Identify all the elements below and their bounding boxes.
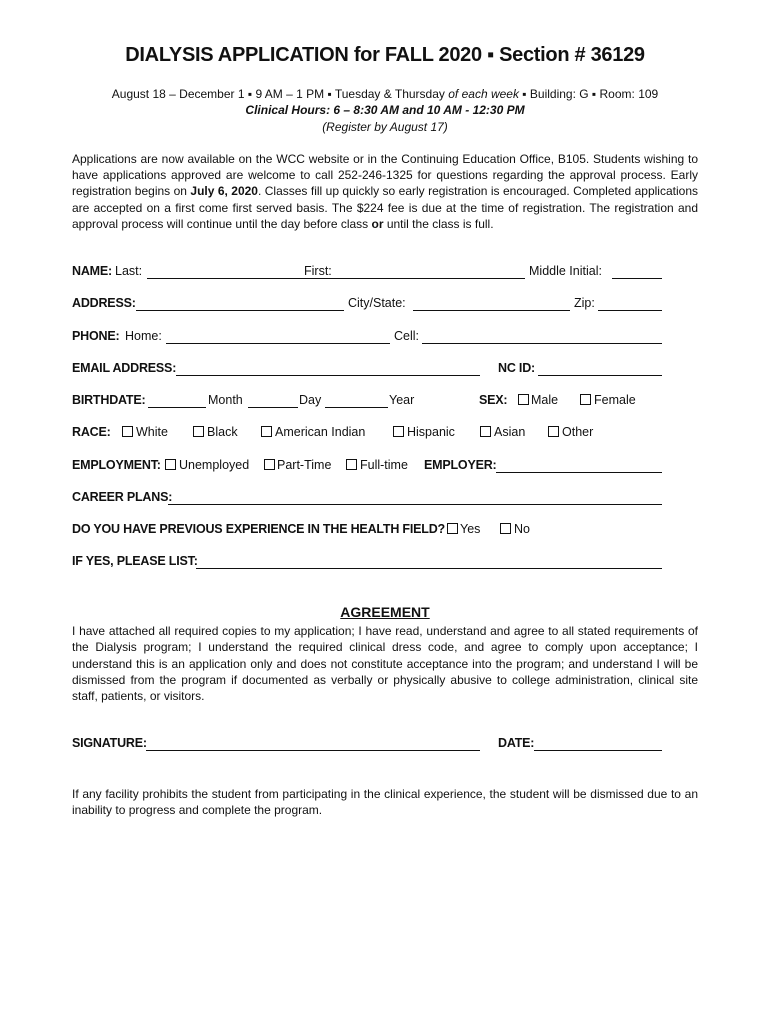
phone-row (72, 329, 662, 347)
employment-row (72, 458, 662, 476)
day-label: Day (299, 393, 322, 407)
intro-or: or (371, 216, 384, 231)
name-row (72, 264, 662, 282)
race-black-label: Black (207, 425, 238, 439)
first-name-field[interactable] (334, 278, 525, 279)
signature-label: SIGNATURE: (72, 736, 147, 750)
race-asian-label: Asian (494, 425, 526, 439)
female-checkbox[interactable] (580, 394, 591, 405)
page-title: DIALYSIS APPLICATION for FALL 2020 ▪ Section # 36129 (125, 44, 645, 66)
race-black-checkbox[interactable] (193, 426, 204, 437)
experience-no-label: No (514, 522, 530, 536)
experience-row (72, 522, 662, 540)
home-phone-field[interactable] (166, 343, 390, 344)
clinical-hours: Clinical Hours: 6 – 8:30 AM and 10 AM - 12:30 PM (245, 103, 525, 117)
race-american-indian-checkbox[interactable] (261, 426, 272, 437)
footer-note: If any facility prohibits the student from participating in the clinical experience, the student will be dismissed due to an inability to progress and complete the program. (72, 787, 698, 818)
race-asian-checkbox[interactable] (480, 426, 491, 437)
early-registration-date: July 6, 2020 (190, 184, 258, 199)
email-row (72, 361, 662, 379)
middle-initial-label: Middle Initial: (529, 264, 602, 278)
employer-label: EMPLOYER: (424, 458, 497, 472)
male-label: Male (531, 393, 559, 407)
birthdate-row (72, 393, 662, 411)
career-row (72, 490, 662, 508)
male-checkbox[interactable] (518, 394, 529, 405)
agreement-text: I have attached all required copies to my application; I have read, understand and agree to all stated requirements of the Dialysis program; I understand the required clinical dress code, and agree to comply upon acceptance; I understand this is an application only and does not constitute acceptance into the program; and understand I will be dismissed from the program if documented as verbally or physically abusive to college administration, clinical site staff, patients, or visitors. (72, 624, 698, 704)
experience-list-row (72, 554, 662, 572)
race-other-checkbox[interactable] (548, 426, 559, 437)
cell-phone-field[interactable] (422, 343, 662, 344)
email-label: EMAIL ADDRESS: (72, 361, 177, 375)
race-label: RACE: (72, 425, 111, 439)
city-state-label: City/State: (348, 296, 406, 310)
intro-text-2: . Classes fill up quickly so early registration is encouraged. Completed applications are accepted on a first come first served basis. The $224 fee is due at the time of registration. The registration and approval process will continue until the day before class (72, 184, 698, 231)
experience-yes-label: Yes (460, 522, 481, 536)
race-white-checkbox[interactable] (122, 426, 133, 437)
female-label: Female (594, 393, 636, 407)
address-field[interactable] (136, 310, 344, 311)
nc-id-field[interactable] (538, 375, 662, 376)
address-row (72, 296, 662, 314)
zip-label: Zip: (574, 296, 595, 310)
last-name-label: Last: (115, 264, 143, 278)
schedule-text-a: August 18 – December 1 ▪ 9 AM – 1 PM ▪ Tuesday & Thursday (111, 87, 449, 101)
register-by-note: (Register by August 17) (322, 120, 448, 134)
career-plans-field[interactable] (168, 504, 662, 505)
year-label: Year (389, 393, 415, 407)
first-name-label: First: (304, 264, 332, 278)
race-row (72, 425, 662, 443)
middle-initial-field[interactable] (612, 278, 662, 279)
intro-text-3: until the class is full. (383, 216, 494, 231)
unemployed-label: Unemployed (179, 458, 250, 472)
cell-phone-label: Cell: (394, 329, 420, 343)
phone-label: PHONE: (72, 329, 120, 343)
race-hispanic-checkbox[interactable] (393, 426, 404, 437)
experience-list-field[interactable] (196, 568, 662, 569)
employer-field[interactable] (496, 472, 662, 473)
email-field[interactable] (176, 375, 480, 376)
experience-question: DO YOU HAVE PREVIOUS EXPERIENCE IN THE HEALTH FIELD? (72, 522, 445, 536)
birthdate-label: BIRTHDATE: (72, 393, 146, 407)
race-hispanic-label: Hispanic (407, 425, 455, 439)
signature-field[interactable] (146, 750, 480, 751)
city-state-field[interactable] (413, 310, 570, 311)
birth-year-field[interactable] (325, 407, 388, 408)
date-label: DATE: (498, 736, 535, 750)
date-field[interactable] (534, 750, 662, 751)
birth-month-field[interactable] (148, 407, 206, 408)
employment-label: EMPLOYMENT: (72, 458, 161, 472)
race-white-label: White (136, 425, 168, 439)
part-time-checkbox[interactable] (264, 459, 275, 470)
experience-list-label: IF YES, PLEASE LIST: (72, 554, 198, 568)
month-label: Month (208, 393, 243, 407)
race-american-indian-label: American Indian (275, 425, 366, 439)
intro-paragraph (72, 151, 698, 232)
signature-row (72, 736, 662, 754)
career-plans-label: CAREER PLANS: (72, 490, 173, 504)
schedule-text-c: ▪ Building: G ▪ Room: 109 (518, 87, 659, 101)
nc-id-label: NC ID: (498, 361, 535, 375)
agreement-title: AGREEMENT (340, 604, 430, 620)
full-time-label: Full-time (360, 458, 408, 472)
unemployed-checkbox[interactable] (165, 459, 176, 470)
schedule-text-b: of each week (448, 87, 519, 101)
sex-label: SEX: (479, 393, 508, 407)
part-time-label: Part-Time (277, 458, 332, 472)
experience-yes-checkbox[interactable] (447, 523, 458, 534)
full-time-checkbox[interactable] (346, 459, 357, 470)
zip-field[interactable] (598, 310, 662, 311)
experience-no-checkbox[interactable] (500, 523, 511, 534)
birth-day-field[interactable] (248, 407, 298, 408)
name-label: NAME: (72, 264, 112, 278)
intro-text-1: Applications are now available on the WCC website or in the Continuing Education Office, B105. Students wishing to have applications approved are welcome to call 252-246-1325 for questions regarding the approval process. Early registration begins on (72, 152, 698, 199)
schedule-line (0, 87, 770, 101)
race-other-label: Other (562, 425, 594, 439)
home-phone-label: Home: (125, 329, 162, 343)
address-label: ADDRESS: (72, 296, 136, 310)
